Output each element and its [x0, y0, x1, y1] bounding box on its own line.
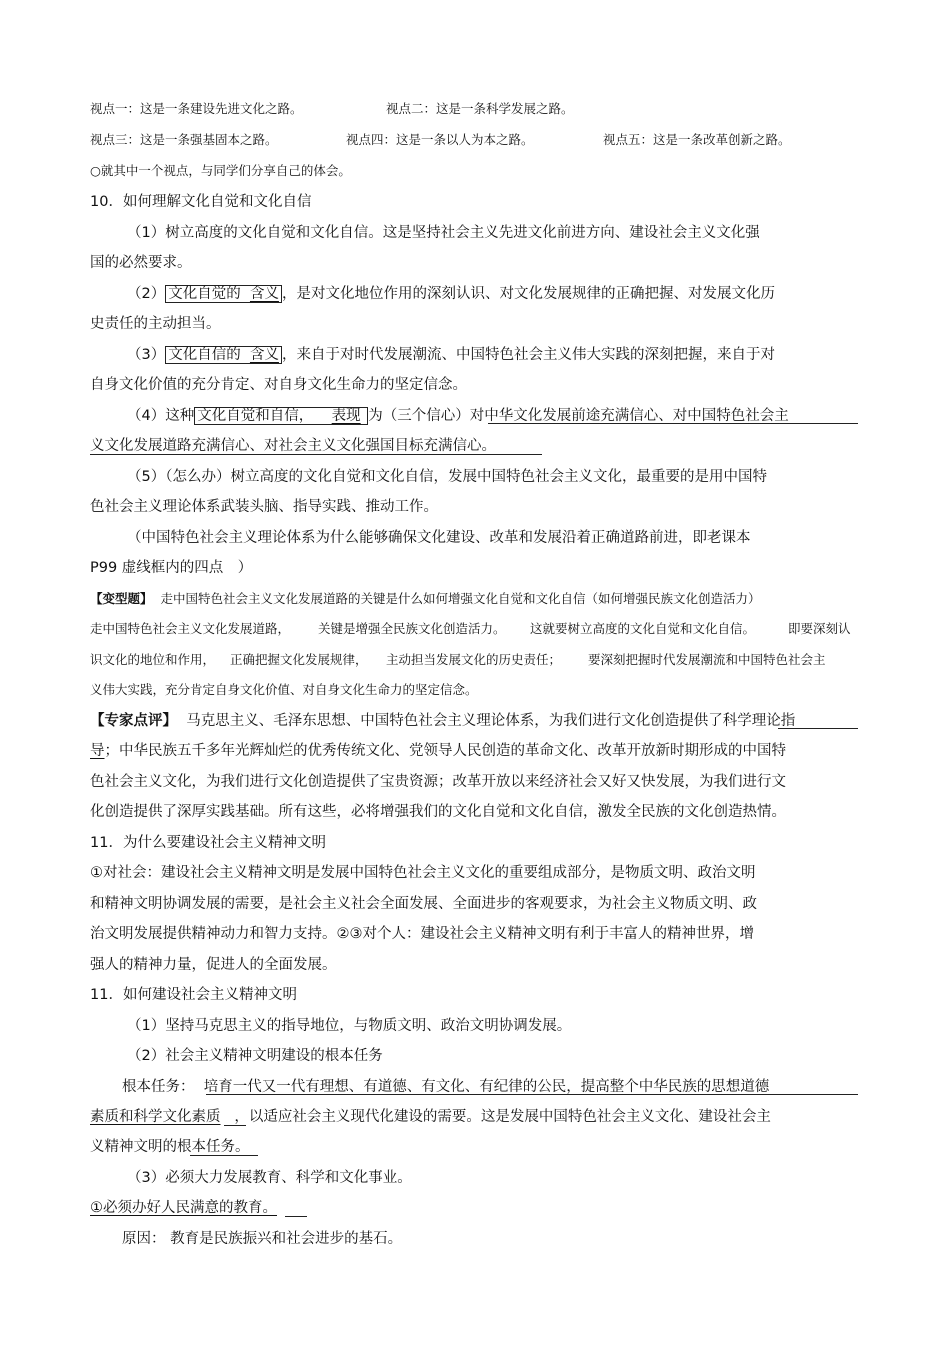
q10-p4-prefix: （4）这种: [127, 408, 195, 424]
q11a-l2: 和精神文明协调发展的需要，是社会主义社会全面发展、全面进步的客观要求，为社会主义物质文明、政: [90, 896, 757, 912]
q10-p3-meaning: 含义: [249, 347, 279, 363]
q11b-p1: （1）坚持马克思主义的指导地位，与物质文明、政治文明协调发展。: [127, 1018, 572, 1034]
q11b-reason: 原因： 教育是民族振兴和社会进步的基石。: [122, 1231, 403, 1247]
q10-p4b: 义文化发展道路充满信心、对社会主义文化强国目标充满信心。: [90, 438, 496, 454]
q10-p2-prefix: （2）: [127, 286, 166, 302]
expert-l2: [90, 741, 786, 761]
variant-a3: 这就要树立高度的文化自觉和文化自信。: [530, 621, 756, 636]
expert-l1-text: 马克思主义、毛泽东思想、中国特色社会主义理论体系，为我们进行文化创造提供了科学理论指: [186, 713, 796, 729]
q10-p2b: 史责任的主动担当。: [90, 316, 221, 332]
variant-b1: 识文化的地位和作用，: [90, 652, 216, 667]
q11a-l4: 强人的精神力量，促进人的全面发展。: [90, 957, 337, 973]
q10-p2-boxed-term: [165, 285, 282, 303]
q11a-title: 11．为什么要建设社会主义精神文明: [90, 835, 326, 851]
q11a-l3: 治文明发展提供精神动力和智力支持。②③对个人：建设社会主义精神文明有利于丰富人的精神世界，增: [90, 926, 754, 942]
q10-p2: [127, 284, 775, 304]
variant-b3: 主动担当发展文化的历史责任；: [386, 652, 562, 667]
expert-l2-underlined: 导: [90, 743, 105, 759]
q11b-title: 11．如何建设社会主义精神文明: [90, 987, 297, 1003]
viewpoint-4: 视点四：这是一条以人为本之路。: [346, 132, 534, 147]
expert-l3: 色社会主义文化，为我们进行文化创造提供了宝贵资源；改革开放以来经济社会又好又快发展，为我们进行文: [90, 774, 786, 790]
variant-b2: 正确把握文化发展规律，: [230, 652, 368, 667]
q10-p4-term: 文化自觉和自信，: [197, 408, 314, 424]
variant-c1: 义伟大实践，充分肯定自身文化价值、对自身文化生命力的坚定信念。: [90, 682, 478, 697]
q10-title: 10．如何理解文化自觉和文化自信: [90, 194, 312, 210]
viewpoint-1: 视点一：这是一条建设先进文化之路。: [90, 101, 303, 116]
expert-l2-text: ；中华民族五千多年光辉灿烂的优秀传统文化、党领导人民创造的革命文化、改革开放新时期形成的中国特: [104, 743, 786, 759]
q10-p3b: 自身文化价值的充分肯定、对自身文化生命力的坚定信念。: [90, 377, 467, 393]
variant-a1: 走中国特色社会主义文化发展道路，: [90, 621, 291, 636]
q10-p4b-underline: [90, 454, 542, 455]
q10-p5b: 色社会主义理论体系武装头脑、指导实践、推动工作。: [90, 499, 438, 515]
expert-label: 【专家点评】: [90, 713, 177, 729]
q11b-task-rest: ，以适应社会主义现代化建设的需要。这是发展中国特色社会主义文化、建设社会主: [234, 1109, 771, 1125]
q10-p3-term: 文化自信的: [168, 347, 241, 363]
q10-p1b: 国的必然要求。: [90, 255, 192, 271]
q11b-task-underlined: 培育一代又一代有理想、有道德、有文化、有纪律的公民，提高整个中华民族的思想道德: [203, 1079, 770, 1095]
q10-p4-boxed-term: [194, 407, 368, 425]
expert-l1: [90, 711, 795, 731]
q10-p5a: （5）（怎么办）树立高度的文化自觉和文化自信，发展中国特色社会主义文化，最重要的是用中国特: [127, 469, 767, 485]
q10-p2-meaning: 含义: [249, 286, 279, 302]
viewpoint-2: 视点二：这是一条科学发展之路。: [386, 101, 574, 116]
q11b-edu-underlined: ①必须办好人民满意的教育。: [90, 1200, 277, 1216]
q10-p6a: （中国特色社会主义理论体系为什么能够确保文化建设、改革和发展沿着正确道路前进，即老课本: [127, 530, 751, 546]
expert-l1-underline: [778, 728, 858, 729]
variant-question: [90, 589, 760, 609]
variant-label: 【变型题】: [90, 591, 153, 606]
q10-p4-underline: [488, 423, 858, 424]
q11b-task-underline: [206, 1094, 858, 1095]
q10-p1a: （1）树立高度的文化自觉和文化自信。这是坚持社会主义先进文化前进方向、建设社会主义文化强: [127, 225, 760, 241]
q10-p2-rest: ，是对文化地位作用的深刻认识、对文化发展规律的正确把握、对发展文化历: [281, 286, 775, 302]
q10-p4-underlined: 中华文化发展前途充满信心、对中国特色社会主: [484, 408, 789, 424]
q10-p3-boxed-term: [165, 346, 282, 364]
q11b-p2: （2）社会主义精神文明建设的根本任务: [127, 1048, 383, 1064]
q11b-edu: [90, 1198, 277, 1218]
q11a-l1: ①对社会：建设社会主义精神文明是发展中国特色社会主义文化的重要组成部分，是物质文明、政治文明: [90, 865, 756, 881]
variant-a4: 即要深刻认: [788, 621, 851, 636]
q11b-task-l2: [90, 1107, 771, 1127]
q10-p3-rest: ，来自于对时代发展潮流、中国特色社会主义伟大实践的深刻把握，来自于对: [281, 347, 775, 363]
q11b-task-underlined-2: 素质和科学文化素质: [90, 1109, 221, 1125]
viewpoint-3: 视点三：这是一条强基固本之路。: [90, 132, 278, 147]
q11b-task-l3: 义精神文明的根本任务。: [90, 1139, 250, 1155]
q10-p4-manifest: 表现: [331, 408, 361, 424]
q11b-edu-underline: [285, 1216, 307, 1217]
q11b-task-label: 根本任务：: [122, 1079, 195, 1095]
q10-p3: [127, 345, 775, 365]
q10-p2-term: 文化自觉的: [168, 286, 241, 302]
variant-question-text: 走中国特色社会主义文化发展道路的关键是什么如何增强文化自觉和文化自信（如何增强民族文化创造活力）: [160, 591, 761, 606]
viewpoint-5: 视点五：这是一条改革创新之路。: [603, 132, 791, 147]
share-prompt: ○就其中一个视点，与同学们分享自己的体会。: [90, 163, 351, 178]
q10-p3-prefix: （3）: [127, 347, 166, 363]
variant-a2: 关键是增强全民族文化创造活力。: [318, 621, 506, 636]
q11b-p3: （3）必须大力发展教育、科学和文化事业。: [127, 1170, 412, 1186]
q10-p4-mid: 为（三个信心）对: [368, 408, 485, 424]
q10-p6b: P99 虚线框内的四点 ）: [90, 560, 253, 576]
expert-l4: 化创造提供了深厚实践基础。所有这些，必将增强我们的文化自觉和文化自信，激发全民族的文化创造热情。: [90, 804, 786, 820]
variant-b4: 要深刻把握时代发展潮流和中国特色社会主: [588, 652, 826, 667]
q11b-task-l3-underline: [190, 1155, 258, 1156]
q11b-task-l2-underline: [224, 1125, 246, 1126]
